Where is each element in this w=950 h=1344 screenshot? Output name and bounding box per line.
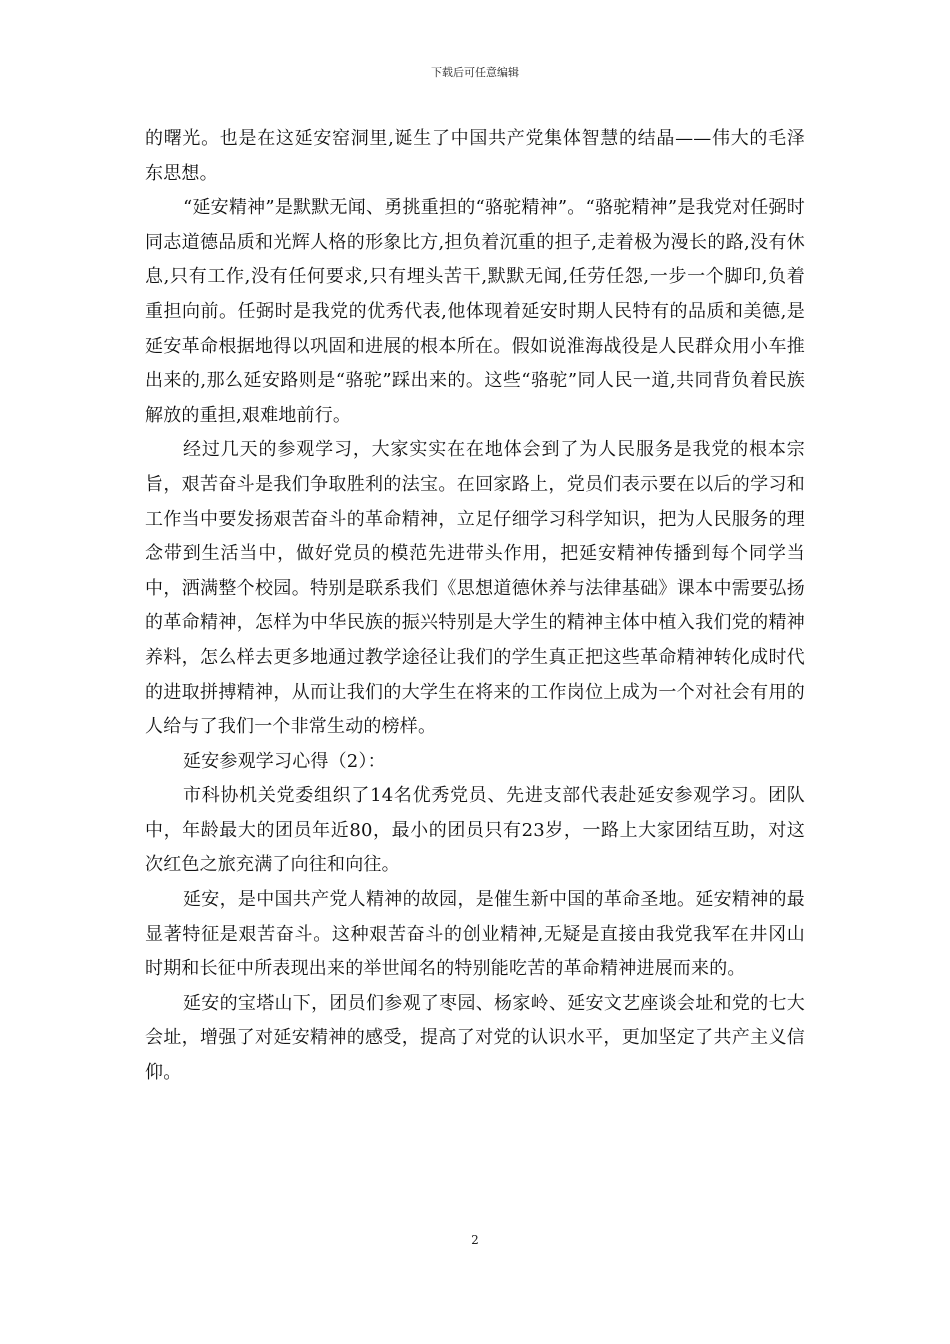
page-header: 下载后可任意编辑 [431, 66, 519, 79]
paragraph-1-continuation: 的曙光。也是在这延安窑洞里,诞生了中国共产党集体智慧的结晶——伟大的毛泽东思想。 [145, 128, 805, 184]
paragraph-7-visit: 延安的宝塔山下，团员们参观了枣园、杨家岭、延安文艺座谈会址和党的七大会址，增强了对延安精神的感受，提高了对党的认识水平，更加坚定了共产主义信仰。 [145, 992, 805, 1084]
document-body [145, 122, 805, 1091]
paragraph-5-delegation: 市科协机关党委组织了14名优秀党员、先进支部代表赴延安参观学习。团队中，年龄最大的团员年近80，最小的团员只有23岁，一路上大家团结互助，对这次红色之旅充满了向往和向往。 [145, 785, 805, 876]
paragraph-2-camel-spirit: “延安精神”是默默无闻、勇挑重担的“骆驼精神”。“骆驼精神”是我党对任弼时同志道德品质和光辉人格的形象比方,担负着沉重的担子,走着极为漫长的路,没有休息,只有工作,没有任何要求,只有埋头苦干,默默无闻,任劳任怨,一步一个脚印,负着重担向前。任弼时是我党的优秀代表,他体现着延安时期人民特有的品质和美德,是延安革命根据地得以巩固和进展的根本所在。假如说淮海战役是人民群众用小车推出来的,那么延安路则是“骆驼”踩出来的。这些“骆驼”同人民一道,共同背负着民族解放的重担,艰难地前行。 [145, 197, 805, 426]
paragraph-6-yanan-spirit: 延安，是中国共产党人精神的故园，是催生新中国的革命圣地。延安精神的最显著特征是艰苦奋斗。这种艰苦奋斗的创业精神,无疑是直接由我党我军在井冈山时期和长征中所表现出来的举世闻名的特别能吃苦的革命精神进展而来的。 [145, 889, 805, 980]
section-heading: 延安参观学习心得（2）： [183, 750, 386, 772]
paragraph-3-study-reflection: 经过几天的参观学习，大家实实在在地体会到了为人民服务是我党的根本宗旨，艰苦奋斗是我们争取胜利的法宝。在回家路上，党员们表示要在以后的学习和工作当中要发扬艰苦奋斗的革命精神，立足仔细学习科学知识，把为人民服务的理念带到生活当中，做好党员的模范先进带头作用，把延安精神传播到每个同学当中，洒满整个校园。特别是联系我们《思想道德休养与法律基础》课本中需要弘扬的革命精神，怎样为中华民族的振兴特别是大学生的精神主体中植入我们党的精神养料，怎么样去更多地通过教学途径让我们的学生真正把这些革命精神转化成时代的进取拼搏精神，从而让我们的大学生在将来的工作岗位上成为一个对社会有用的人给与了我们一个非常生动的榜样。 [145, 439, 805, 738]
page-number: 2 [471, 1233, 479, 1247]
